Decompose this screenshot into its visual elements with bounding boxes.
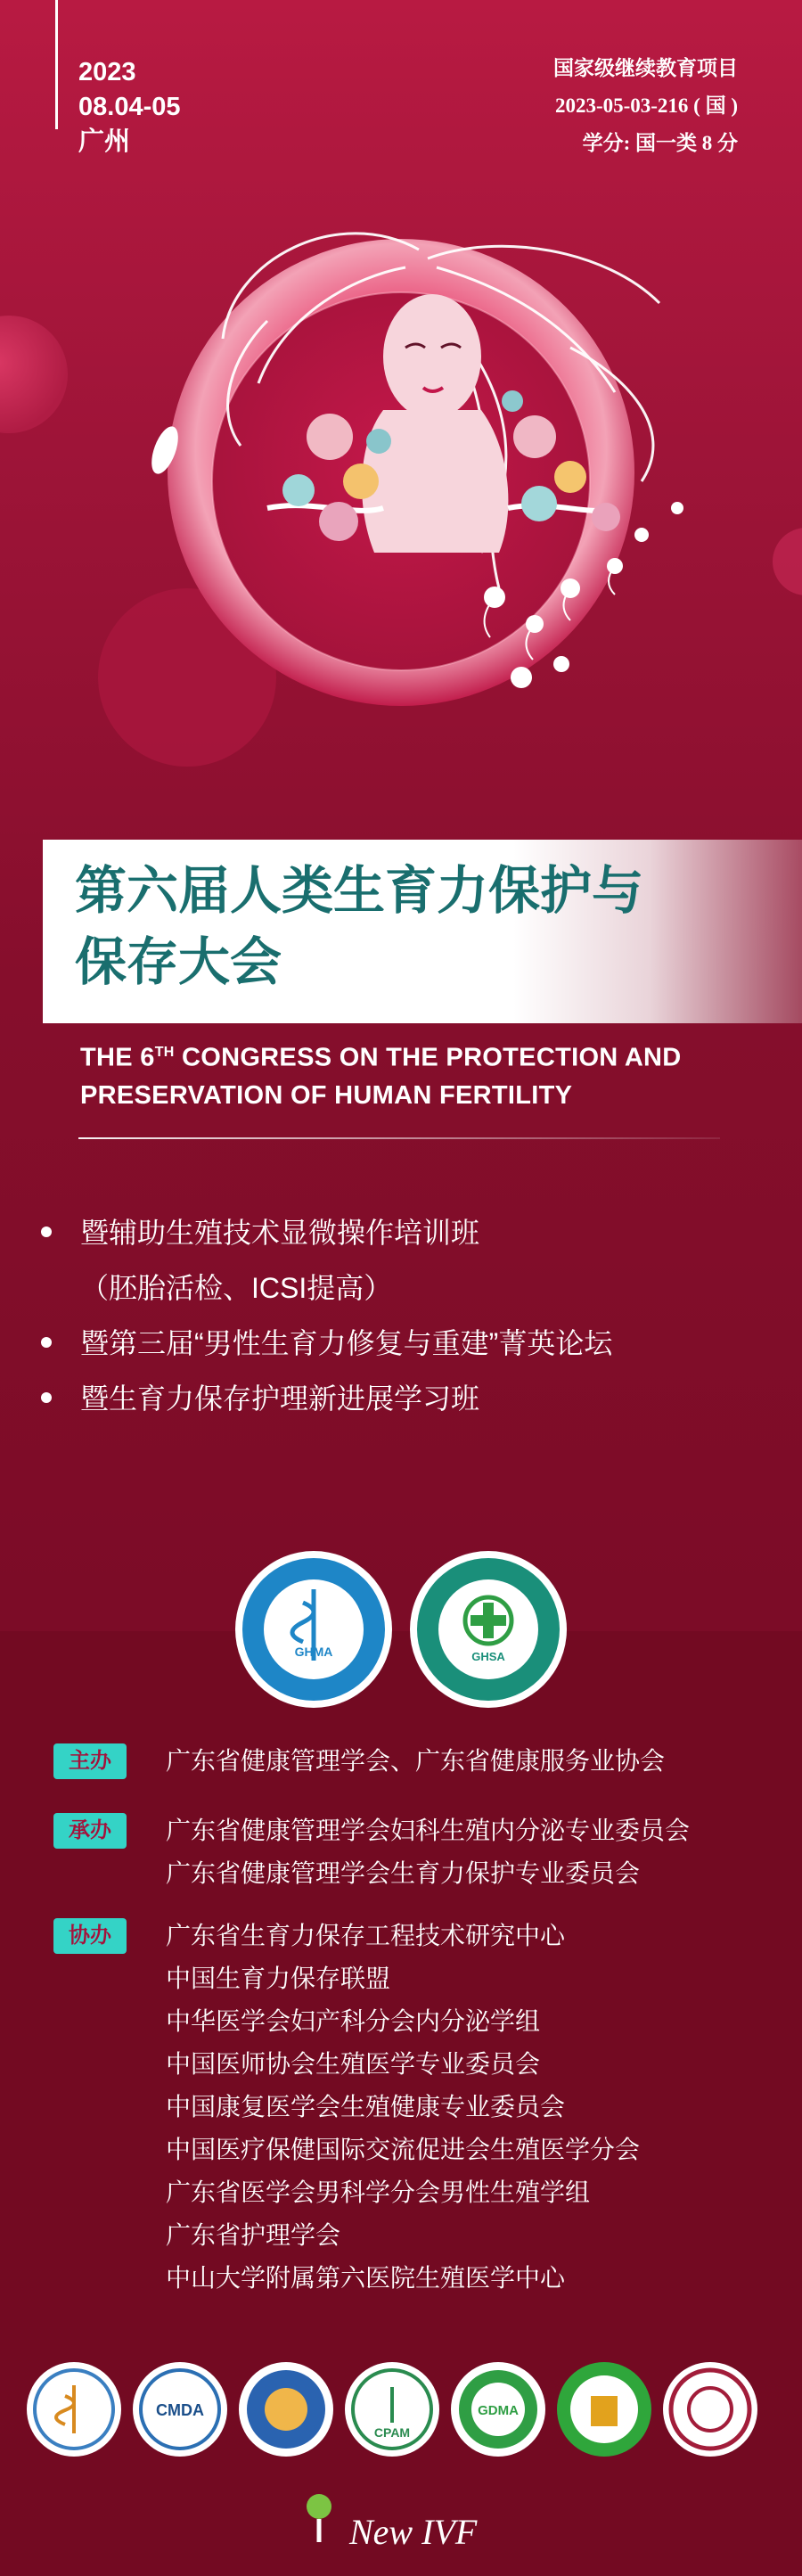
list-item: （胚胎活检、ICSI提高） (80, 1272, 393, 1304)
cme-project: 国家级继续教育项目 (553, 57, 738, 79)
host-badge: 主办 (53, 1743, 127, 1779)
event-dates: 08.04-05 (78, 93, 181, 121)
event-date-block (78, 55, 181, 160)
english-title-superscript: TH (154, 1045, 175, 1060)
bullet-icon (41, 1337, 52, 1348)
cme-credits: 学分: 国一类 8 分 (582, 132, 738, 154)
title-divider (78, 1137, 720, 1139)
list-item: 暨第三届“男性生育力修复与重建”菁英论坛 (41, 1316, 772, 1371)
partner-logo-6 (555, 2360, 653, 2458)
congress-title-line2: 保存大会 (75, 933, 282, 991)
undertake-badge: 承办 (53, 1813, 127, 1849)
list-item: 暨生育力保存护理新进展学习班 (41, 1371, 772, 1426)
partner-logo-3 (237, 2360, 335, 2458)
ghma-logo (233, 1549, 394, 1710)
hero-illustration (0, 214, 802, 802)
list-item: 中山大学附属第六医院生殖医学中心 (166, 2264, 566, 2292)
cmda-logo-text: CMDA (156, 2401, 204, 2419)
partner-logo-gdma (449, 2360, 547, 2458)
list-item: 暨辅助生殖技术显微操作培训班 (41, 1205, 772, 1260)
undertake-list (166, 1809, 690, 1895)
partner-logo-1 (25, 2360, 123, 2458)
event-year: 2023 (78, 58, 136, 86)
bullet-icon (41, 1226, 52, 1237)
list-item: 广东省医学会男科学分会男性生殖学组 (166, 2178, 591, 2206)
cpam-logo-text: CPAM (373, 2425, 411, 2440)
ghsa-logo-text: GHSA (471, 1650, 505, 1663)
english-title-line2: PRESERVATION OF HUMAN FERTILITY (80, 1080, 573, 1110)
list-item: 广东省健康管理学会妇科生殖内分泌专业委员会 (166, 1817, 691, 1844)
co-organizer-list (166, 1915, 640, 2300)
list-item: 中华医学会妇产科分会内分泌学组 (166, 2007, 541, 2035)
congress-title-line1: 第六届人类生育力保护与 (75, 862, 644, 920)
list-item: 广东省生育力保存工程技术研究中心 (166, 1922, 566, 1949)
new-ivf-logo (294, 2476, 544, 2556)
list-item: 广东省护理学会 (166, 2221, 341, 2249)
host-list (166, 1740, 665, 1783)
english-title-suffix: CONGRESS ON THE PROTECTION AND (174, 1043, 682, 1072)
sub-events-list (41, 1205, 772, 1426)
event-city: 广州 (78, 127, 131, 156)
list-item: 广东省健康管理学会生育力保护专业委员会 (166, 1859, 641, 1887)
ghsa-logo (408, 1549, 569, 1710)
congress-title-banner (43, 840, 802, 1023)
congress-title (75, 856, 770, 998)
brand-name: New IVF (349, 2512, 478, 2552)
list-item: 中国生育力保存联盟 (166, 1965, 391, 1992)
congress-title-english (80, 1034, 757, 1114)
gdma-logo-text: GDMA (478, 2403, 519, 2418)
ghma-logo-text: GHMA (294, 1645, 333, 1659)
cme-number: 2023-05-03-216 ( 国 ) (554, 94, 738, 117)
partner-logo-cpam (343, 2360, 441, 2458)
co-organizer-badge: 协办 (53, 1918, 127, 1954)
bullet-icon (41, 1392, 52, 1403)
list-item: 中国康复医学会生殖健康专业委员会 (166, 2093, 566, 2121)
list-item: 广东省健康管理学会、广东省健康服务业协会 (166, 1747, 666, 1775)
partner-logo-cmda (131, 2360, 229, 2458)
cme-info (553, 50, 738, 162)
english-title-prefix: THE 6 (80, 1043, 155, 1072)
list-item: 中国医师协会生殖医学专业委员会 (166, 2050, 541, 2078)
list-item: 中国医疗保健国际交流促进会生殖医学分会 (166, 2136, 641, 2163)
partner-logo-7 (661, 2360, 759, 2458)
